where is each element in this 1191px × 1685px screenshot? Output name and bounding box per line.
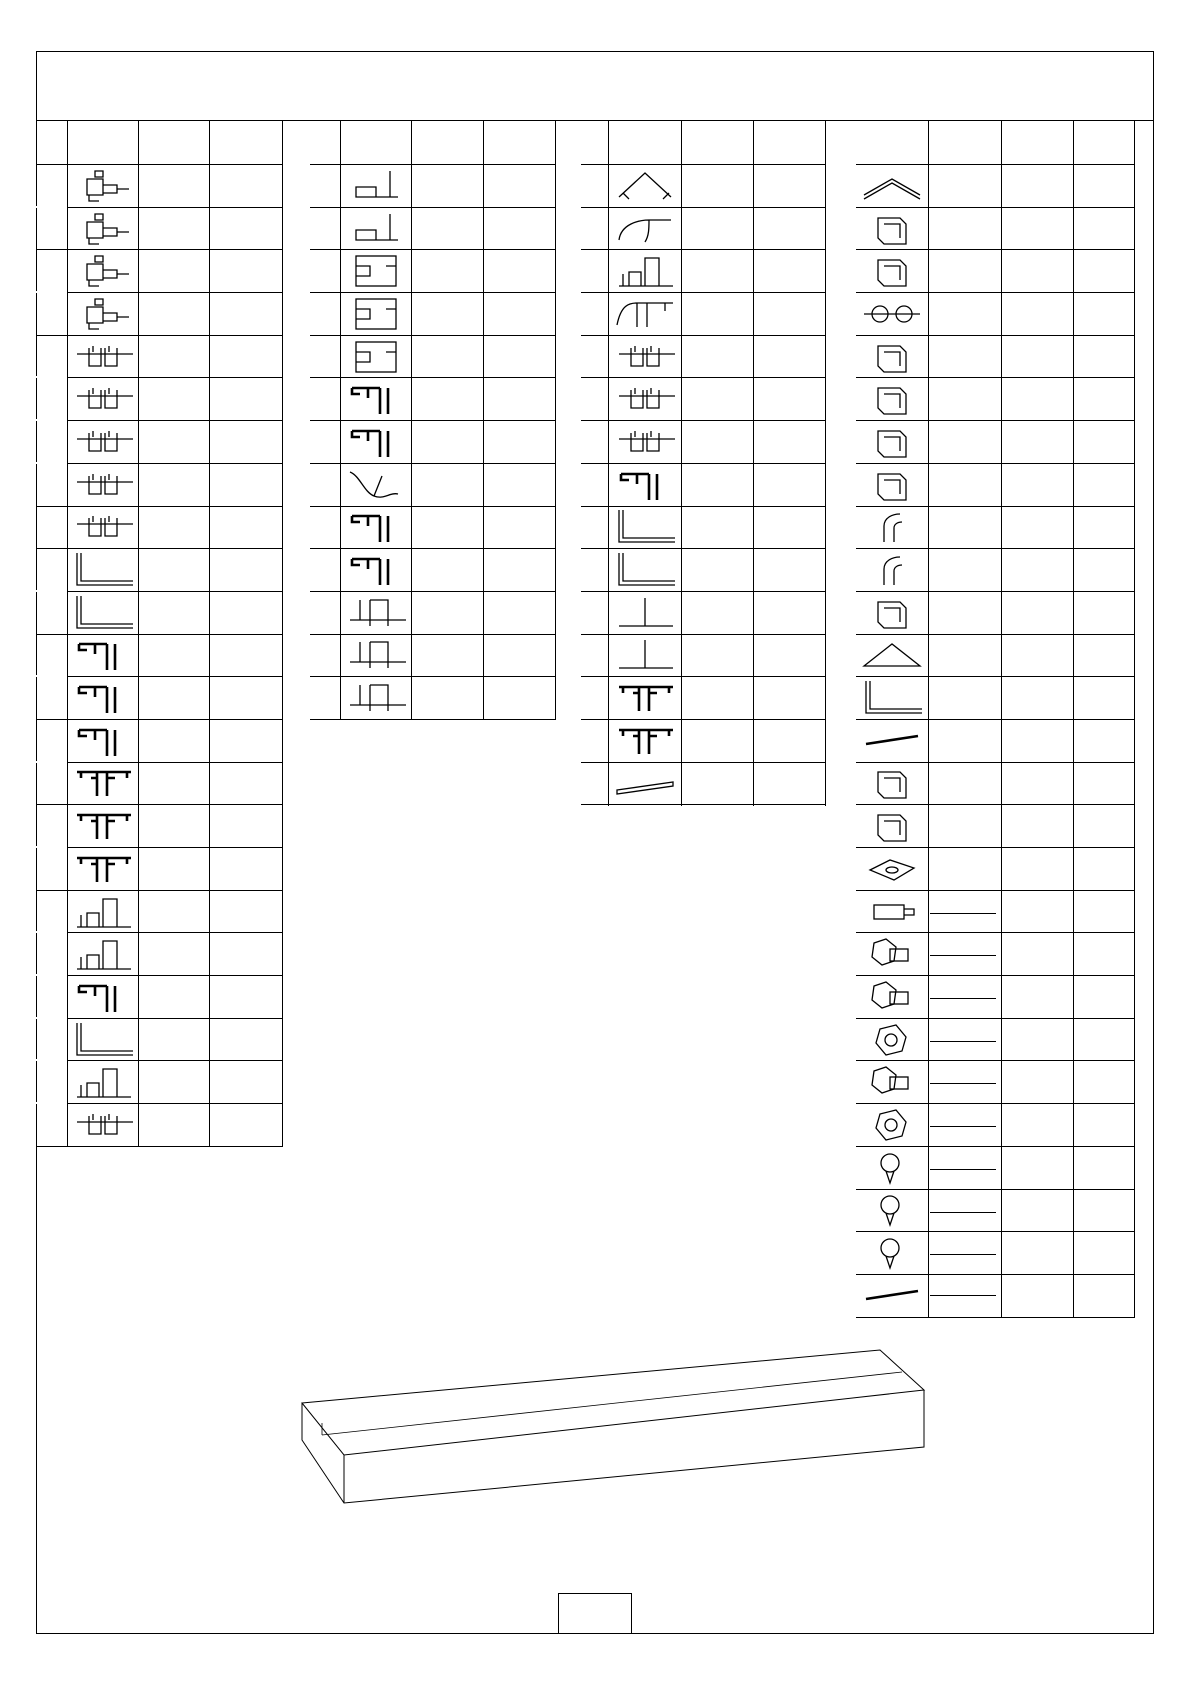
parts-row	[581, 677, 826, 720]
parts-row	[581, 250, 826, 293]
column-header	[36, 121, 67, 164]
ridge-cap-icon	[856, 165, 928, 207]
length-indicator-line	[930, 1254, 996, 1255]
double-brush-profile-icon	[67, 763, 138, 805]
parts-row	[36, 464, 283, 507]
parts-row	[310, 336, 556, 379]
track-profile-icon	[67, 464, 138, 506]
t-profile-icon	[608, 592, 681, 634]
length-indicator-line	[930, 1041, 996, 1042]
column-divider	[67, 121, 68, 1147]
parts-row	[581, 635, 826, 678]
brush-profile-icon	[67, 976, 138, 1018]
post-profile-icon	[340, 592, 411, 634]
angle-bracket-icon	[856, 677, 928, 719]
parts-row	[310, 421, 556, 464]
parts-row	[36, 250, 283, 293]
parts-row	[36, 1019, 283, 1062]
parts-row	[36, 1104, 283, 1147]
table-right-edge	[825, 121, 826, 806]
length-indicator-line	[930, 1169, 996, 1170]
long-screw-icon	[856, 1275, 928, 1317]
table-header	[310, 121, 556, 165]
self-tapping-screw-icon	[856, 1190, 928, 1232]
parts-row	[36, 208, 283, 251]
parts-row	[856, 421, 1134, 464]
hook-profile-icon	[608, 293, 681, 335]
length-indicator-line	[930, 998, 996, 999]
parts-row	[36, 635, 283, 678]
table-right-edge	[282, 121, 283, 1147]
parts-row	[856, 933, 1134, 976]
long-bolt-icon	[856, 1061, 928, 1103]
parts-row	[856, 1275, 1134, 1318]
gusset-plate-icon	[856, 635, 928, 677]
parts-row	[310, 592, 556, 635]
t-profile-icon	[608, 635, 681, 677]
parts-row	[856, 848, 1134, 891]
column-header	[928, 121, 1001, 164]
table-header	[581, 121, 826, 165]
table-header	[856, 121, 1134, 165]
parts-row	[856, 378, 1134, 421]
brush-profile-icon	[608, 464, 681, 506]
track-profile-icon	[67, 336, 138, 378]
angle-profile-icon	[67, 549, 138, 591]
parts-row	[856, 507, 1134, 550]
parts-row	[856, 763, 1134, 806]
channel-profile-icon	[67, 1061, 138, 1103]
parts-table-3	[581, 121, 826, 806]
post-profile-icon	[340, 635, 411, 677]
parts-row	[310, 208, 556, 251]
block-icon	[856, 805, 928, 847]
parts-row	[36, 421, 283, 464]
double-brush-profile-icon	[608, 677, 681, 719]
parts-row	[36, 378, 283, 421]
double-brush-profile-icon	[67, 848, 138, 890]
parts-row	[856, 464, 1134, 507]
column-header	[1001, 121, 1073, 164]
parts-row	[36, 293, 283, 336]
track-profile-icon	[608, 421, 681, 463]
parts-row	[581, 549, 826, 592]
parts-row	[36, 549, 283, 592]
column-divider	[753, 121, 754, 806]
anchor-icon	[856, 891, 928, 933]
table-right-edge	[555, 121, 556, 720]
corner-profile-icon	[67, 250, 138, 292]
parts-row	[310, 378, 556, 421]
corner-profile-icon	[67, 293, 138, 335]
parts-row	[856, 677, 1134, 720]
parts-row	[581, 592, 826, 635]
parts-row	[581, 336, 826, 379]
ridge-profile-icon	[608, 165, 681, 207]
lock-icon	[856, 464, 928, 506]
brush-profile-icon	[67, 635, 138, 677]
track-profile-icon	[608, 336, 681, 378]
length-indicator-line	[930, 913, 996, 914]
parts-table-2	[310, 121, 556, 720]
washer-icon	[856, 848, 928, 890]
h-profile-icon	[340, 336, 411, 378]
bracket-icon	[856, 208, 928, 250]
track-profile-icon	[67, 378, 138, 420]
document-title	[36, 51, 1154, 120]
parts-row	[856, 165, 1134, 208]
page-number-box	[558, 1593, 632, 1634]
parts-table-1	[36, 121, 283, 1147]
parts-row	[856, 891, 1134, 934]
parts-row	[856, 1147, 1134, 1190]
parts-row	[856, 1019, 1134, 1062]
track-profile-icon	[67, 421, 138, 463]
column-header	[67, 121, 138, 164]
track-profile-icon	[67, 1104, 138, 1146]
curved-profile-icon	[340, 464, 411, 506]
bent-profile-icon	[608, 208, 681, 250]
parts-row	[581, 208, 826, 251]
parts-row	[581, 763, 826, 806]
clip-icon	[856, 421, 928, 463]
parts-row	[581, 464, 826, 507]
column-header	[310, 121, 340, 164]
column-header	[753, 121, 825, 164]
parts-row	[856, 635, 1134, 678]
parts-row	[581, 293, 826, 336]
column-header	[856, 121, 928, 164]
hex-bolt-icon	[856, 933, 928, 975]
hex-nut-icon	[856, 1019, 928, 1061]
parts-row	[856, 293, 1134, 336]
column-divider	[681, 121, 682, 806]
small-clip-icon	[856, 592, 928, 634]
self-tapping-screw-icon	[856, 1232, 928, 1274]
angle-profile-icon	[608, 507, 681, 549]
table-right-edge	[1134, 121, 1135, 1318]
parts-row	[856, 208, 1134, 251]
hex-bolt-icon	[856, 976, 928, 1018]
parts-row	[310, 507, 556, 550]
parts-row	[36, 848, 283, 891]
column-divider	[483, 121, 484, 720]
length-indicator-line	[930, 1212, 996, 1213]
sill-profile-icon	[340, 208, 411, 250]
elbow-pipe-icon	[856, 507, 928, 549]
parts-row	[36, 805, 283, 848]
parts-row	[856, 1190, 1134, 1233]
bar-profile-icon	[608, 763, 681, 805]
parts-row	[310, 464, 556, 507]
parts-row	[310, 165, 556, 208]
frame-profile-icon	[67, 891, 138, 933]
parts-row	[36, 677, 283, 720]
double-brush-profile-icon	[67, 805, 138, 847]
parts-row	[36, 720, 283, 763]
column-divider	[608, 121, 609, 806]
roller-icon	[856, 293, 928, 335]
parts-row	[36, 891, 283, 934]
parts-row	[36, 507, 283, 550]
parts-row	[36, 1061, 283, 1104]
parts-row	[856, 1232, 1134, 1275]
parts-row	[36, 933, 283, 976]
door-frame-profile-icon	[67, 165, 138, 207]
parts-row	[581, 421, 826, 464]
parts-row	[36, 763, 283, 806]
brush-profile-icon	[67, 677, 138, 719]
parts-row	[581, 507, 826, 550]
length-indicator-line	[930, 1083, 996, 1084]
column-divider	[138, 121, 139, 1147]
length-indicator-line	[930, 1295, 996, 1296]
h-profile-icon	[340, 293, 411, 335]
brush-profile-icon	[340, 378, 411, 420]
bracket-icon	[856, 250, 928, 292]
column-header	[681, 121, 753, 164]
track-profile-icon	[67, 507, 138, 549]
parts-table-4	[856, 121, 1134, 1318]
column-header	[340, 121, 411, 164]
screwdriver-rod-icon	[856, 720, 928, 762]
parts-row	[856, 805, 1134, 848]
table-header	[36, 121, 283, 165]
parts-row	[310, 549, 556, 592]
latch-icon	[856, 336, 928, 378]
parts-row	[36, 976, 283, 1019]
length-indicator-line	[930, 955, 996, 956]
column-divider	[411, 121, 412, 720]
column-header	[209, 121, 282, 164]
brush-profile-icon	[67, 720, 138, 762]
frame-profile-icon	[608, 250, 681, 292]
angle-profile-icon	[608, 549, 681, 591]
parts-row	[581, 720, 826, 763]
track-profile-icon	[608, 378, 681, 420]
brush-profile-icon	[340, 549, 411, 591]
parts-row	[310, 635, 556, 678]
parts-row	[856, 549, 1134, 592]
column-header	[1073, 121, 1134, 164]
column-header	[411, 121, 483, 164]
downpipe-icon	[856, 549, 928, 591]
parts-row	[36, 592, 283, 635]
double-brush-profile-icon	[608, 720, 681, 762]
column-divider	[1001, 121, 1002, 1318]
brush-profile-icon	[340, 421, 411, 463]
column-divider	[928, 121, 929, 1318]
door-frame-profile-icon	[67, 208, 138, 250]
column-header	[138, 121, 209, 164]
parts-row	[36, 165, 283, 208]
sill-profile-icon	[340, 165, 411, 207]
parts-row	[856, 976, 1134, 1019]
parts-row	[581, 378, 826, 421]
parts-row	[310, 677, 556, 720]
column-divider	[1073, 121, 1074, 1318]
parts-row	[856, 592, 1134, 635]
angle-profile-icon	[67, 592, 138, 634]
parts-row	[856, 720, 1134, 763]
handle-icon	[856, 378, 928, 420]
hinge-plate-icon	[856, 763, 928, 805]
column-header	[608, 121, 681, 164]
parts-row	[36, 336, 283, 379]
column-divider	[209, 121, 210, 1147]
frame-profile-icon	[67, 933, 138, 975]
parts-row	[856, 250, 1134, 293]
column-header	[581, 121, 608, 164]
parts-row	[856, 1061, 1134, 1104]
parts-row	[856, 1104, 1134, 1147]
self-tapping-screw-icon	[856, 1147, 928, 1189]
column-divider	[340, 121, 341, 720]
length-indicator-line	[930, 1126, 996, 1127]
box-profile-icon	[340, 250, 411, 292]
column-header	[483, 121, 555, 164]
parts-row	[581, 165, 826, 208]
angle-profile-icon	[67, 1019, 138, 1061]
parts-row	[310, 250, 556, 293]
brush-profile-icon	[340, 507, 411, 549]
parts-row	[856, 336, 1134, 379]
parts-row	[310, 293, 556, 336]
package-box-illustration	[300, 1345, 930, 1505]
post-profile-icon	[340, 677, 411, 719]
hex-nut-icon	[856, 1104, 928, 1146]
